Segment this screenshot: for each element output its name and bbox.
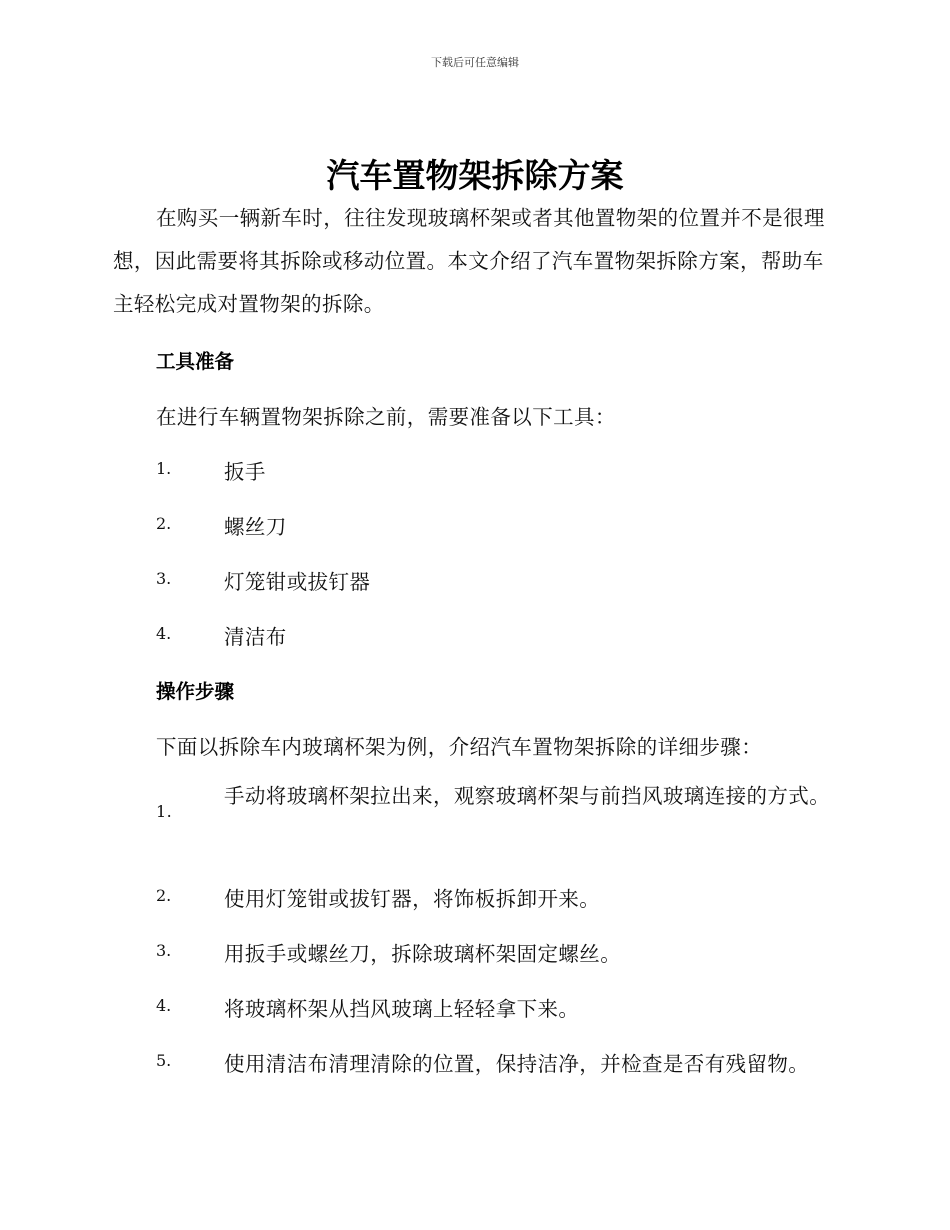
- document-title: 汽车置物架拆除方案: [326, 156, 624, 195]
- list-number: 4.: [156, 996, 172, 1015]
- list-number: 4.: [156, 624, 172, 643]
- list-text: 螺丝刀: [224, 515, 287, 539]
- list-text: 灯笼钳或拔钉器: [224, 570, 371, 594]
- section-heading-tools: 工具准备: [156, 350, 235, 373]
- list-number: 3.: [156, 569, 172, 588]
- intro-paragraph: 在购买一辆新车时，往往发现玻璃杯架或者其他置物架的位置并不是很理想，因此需要将其拆除或移动位置。本文介绍了汽车置物架拆除方案，帮助车主轻松完成对置物架的拆除。: [113, 206, 825, 316]
- list-number: 5.: [156, 1051, 172, 1070]
- list-number: 3.: [156, 941, 172, 960]
- list-number: 2.: [156, 514, 172, 533]
- list-text: 使用灯笼钳或拔钉器，将饰板拆卸开来。: [224, 887, 601, 911]
- list-text: 扳手: [224, 460, 266, 484]
- tools-lead-text: 在进行车辆置物架拆除之前，需要准备以下工具：: [156, 405, 616, 429]
- steps-lead-text: 下面以拆除车内玻璃杯架为例，介绍汽车置物架拆除的详细步骤：: [156, 735, 763, 759]
- list-number: 1.: [156, 802, 173, 821]
- header-note: 下载后可任意编辑: [431, 56, 519, 69]
- list-text: 手动将玻璃杯架拉出来，观察玻璃杯架与前挡风玻璃连接的方式。: [224, 784, 831, 808]
- list-text: 将玻璃杯架从挡风玻璃上轻轻拿下来。: [224, 997, 580, 1021]
- list-text: 清洁布: [224, 625, 287, 649]
- list-number: 2.: [156, 886, 172, 905]
- list-text: 使用清洁布清理清除的位置，保持洁净，并检查是否有残留物。: [224, 1052, 810, 1076]
- list-text: 用扳手或螺丝刀，拆除玻璃杯架固定螺丝。: [224, 942, 622, 966]
- step-list-item: [113, 775, 833, 821]
- list-number: 1.: [156, 459, 172, 478]
- section-heading-steps: 操作步骤: [156, 680, 235, 703]
